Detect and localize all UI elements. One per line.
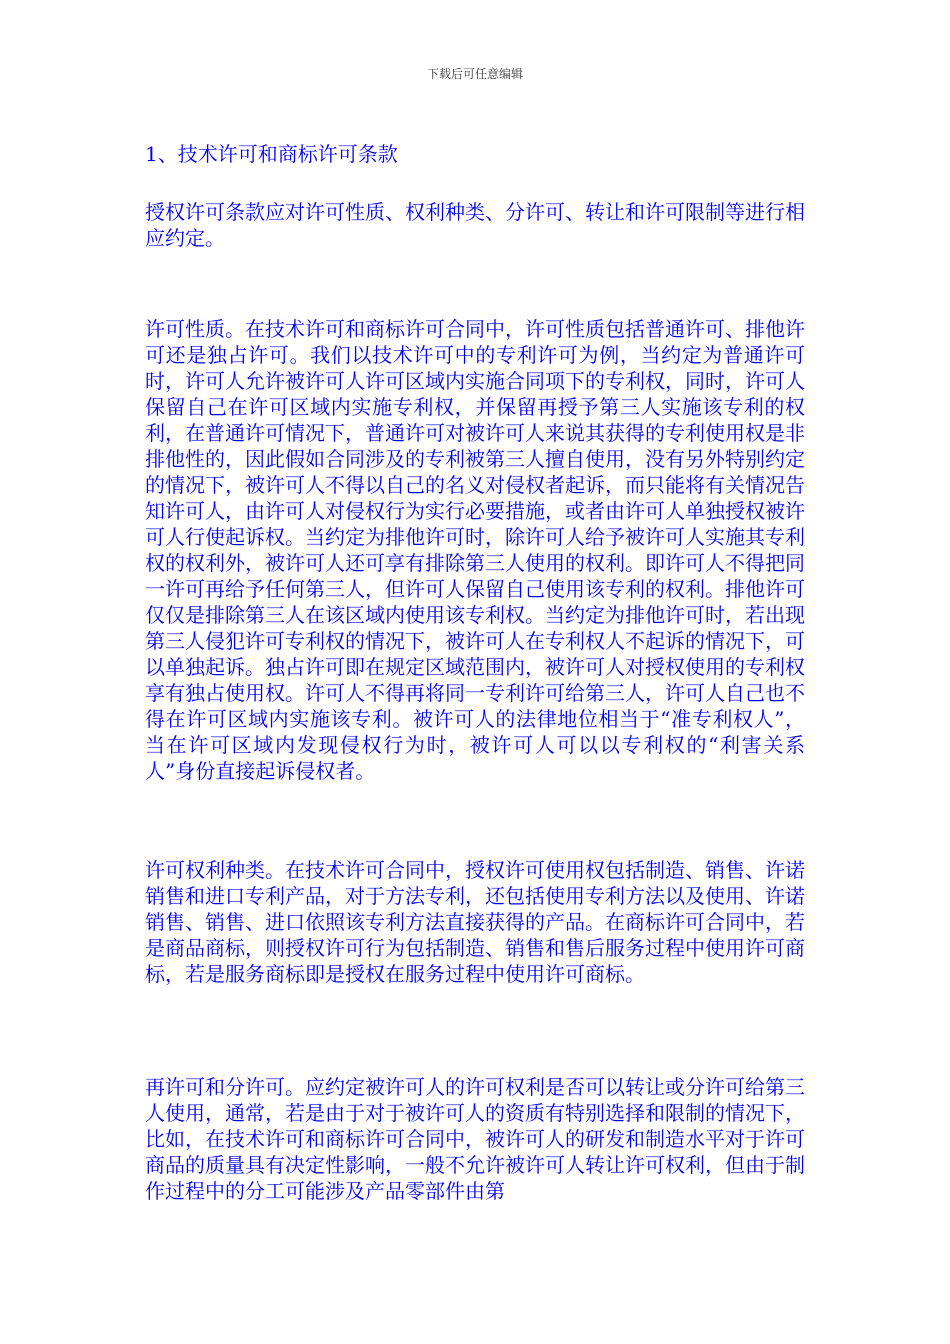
- paragraph-sublicense: 再许可和分许可。应约定被许可人的许可权利是否可以转让或分许可给第三人使用，通常，若是由于对于被许可人的资质有特别选择和限制的情况下，比如，在技术许可和商标许可合同中，被许可人的研发和制造水平对于许可商品的质量具有决定性影响，一般不允许被许可人转让许可权利，但由于制作过程中的分工可能涉及产品零部件由第: [145, 1075, 805, 1203]
- page-header: 下载后可任意编辑: [426, 67, 523, 81]
- paragraph-intro: 授权许可条款应对许可性质、权利种类、分许可、转让和许可限制等进行相应约定。: [145, 200, 805, 250]
- section-heading: 1、技术许可和商标许可条款: [145, 142, 398, 166]
- paragraph-license-rights: 许可权利种类。在技术许可合同中，授权许可使用权包括制造、销售、许诺销售和进口专利产品，对于方法专利，还包括使用专利方法以及使用、许诺销售、销售、进口依照该专利方法直接获得的产品。在商标许可合同中，若是商品商标，则授权许可行为包括制造、销售和售后服务过程中使用许可商标，若是服务商标即是授权在服务过程中使用许可商标。: [145, 858, 805, 986]
- paragraph-license-nature: 许可性质。在技术许可和商标许可合同中，许可性质包括普通许可、排他许可还是独占许可。我们以技术许可中的专利许可为例，当约定为普通许可时，许可人允许被许可人许可区域内实施合同项下的专利权，同时，许可人保留自己在许可区域内实施专利权，并保留再授予第三人实施该专利的权利，在普通许可情况下，普通许可对被许可人来说其获得的专利使用权是非排他性的，因此假如合同涉及的专利被第三人擅自使用，没有另外特别约定的情况下，被许可人不得以自己的名义对侵权者起诉，而只能将有关情况告知许可人，由许可人对侵权行为实行必要措施，或者由许可人单独授权被许可人行使起诉权。当约定为排他许可时，除许可人给予被许可人实施其专利权的权利外，被许可人还可享有排除第三人使用的权利。即许可人不得把同一许可再给予任何第三人，但许可人保留自己使用该专利的权利。排他许可仅仅是排除第三人在该区域内使用该专利权。当约定为排他许可时，若出现第三人侵犯许可专利权的情况下，被许可人在专利权人不起诉的情况下，可以单独起诉。独占许可即在规定区域范围内，被许可人对授权使用的专利权享有独占使用权。许可人不得再将同一专利许可给第三人，许可人自己也不得在许可区域内实施该专利。被许可人的法律地位相当于“准专利权人”，当在许可区域内发现侵权行为时，被许可人可以以专利权的“利害关系人”身份直接起诉侵权者。: [145, 317, 805, 783]
